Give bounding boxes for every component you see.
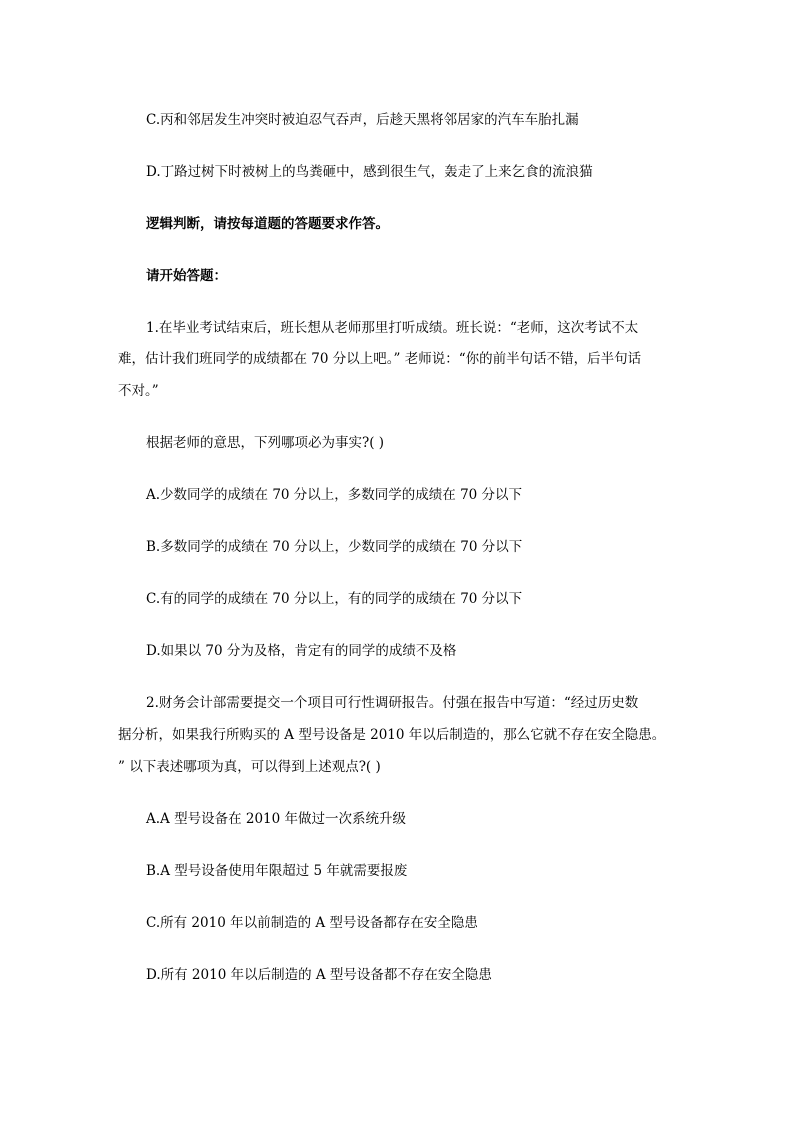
q1-option-c: C.有的同学的成绩在 70 分以上，有的同学的成绩在 70 分以下	[146, 591, 523, 607]
q1-stem-line-2: 难，估计我们班同学的成绩都在 70 分以上吧。” 老师说：“你的前半句话不错，后半句话	[118, 351, 642, 367]
q2-option-b: B.A 型号设备使用年限超过 5 年就需要报废	[146, 863, 408, 879]
q1-option-b: B.多数同学的成绩在 70 分以上，少数同学的成绩在 70 分以下	[146, 539, 523, 555]
prev-option-c: C.丙和邻居发生冲突时被迫忍气吞声，后趁天黑将邻居家的汽车车胎扎漏	[146, 112, 579, 128]
q1-option-d: D.如果以 70 分为及格，肯定有的同学的成绩不及格	[146, 643, 457, 659]
section-start: 请开始答题：	[146, 268, 227, 284]
prev-option-d: D.丁路过树下时被树上的鸟粪砸中，感到很生气，轰走了上来乞食的流浪猫	[146, 164, 593, 180]
q1-option-a: A.少数同学的成绩在 70 分以上，多数同学的成绩在 70 分以下	[146, 487, 523, 503]
q2-option-d: D.所有 2010 年以后制造的 A 型号设备都不存在安全隐患	[146, 967, 492, 983]
q1-question: 根据老师的意思，下列哪项必为事实?( )	[146, 435, 385, 451]
q2-stem-line-1: 2.财务会计部需要提交一个项目可行性调研报告。付强在报告中写道：“经过历史数	[146, 695, 639, 711]
q2-option-a: A.A 型号设备在 2010 年做过一次系统升级	[146, 811, 407, 827]
q1-stem-line-3: 不对。”	[118, 383, 159, 399]
q2-option-c: C.所有 2010 年以前制造的 A 型号设备都存在安全隐患	[146, 915, 478, 931]
q2-stem-line-2: 据分析，如果我行所购买的 A 型号设备是 2010 年以后制造的，那么它就不存在安全隐患。	[118, 727, 666, 743]
q2-stem-line-3: ” 以下表述哪项为真，可以得到上述观点?( )	[118, 759, 381, 775]
section-heading: 逻辑判断，请按每道题的答题要求作答。	[146, 216, 389, 232]
q1-stem-line-1: 1.在毕业考试结束后，班长想从老师那里打听成绩。班长说：“老师，这次考试不太	[146, 320, 639, 336]
